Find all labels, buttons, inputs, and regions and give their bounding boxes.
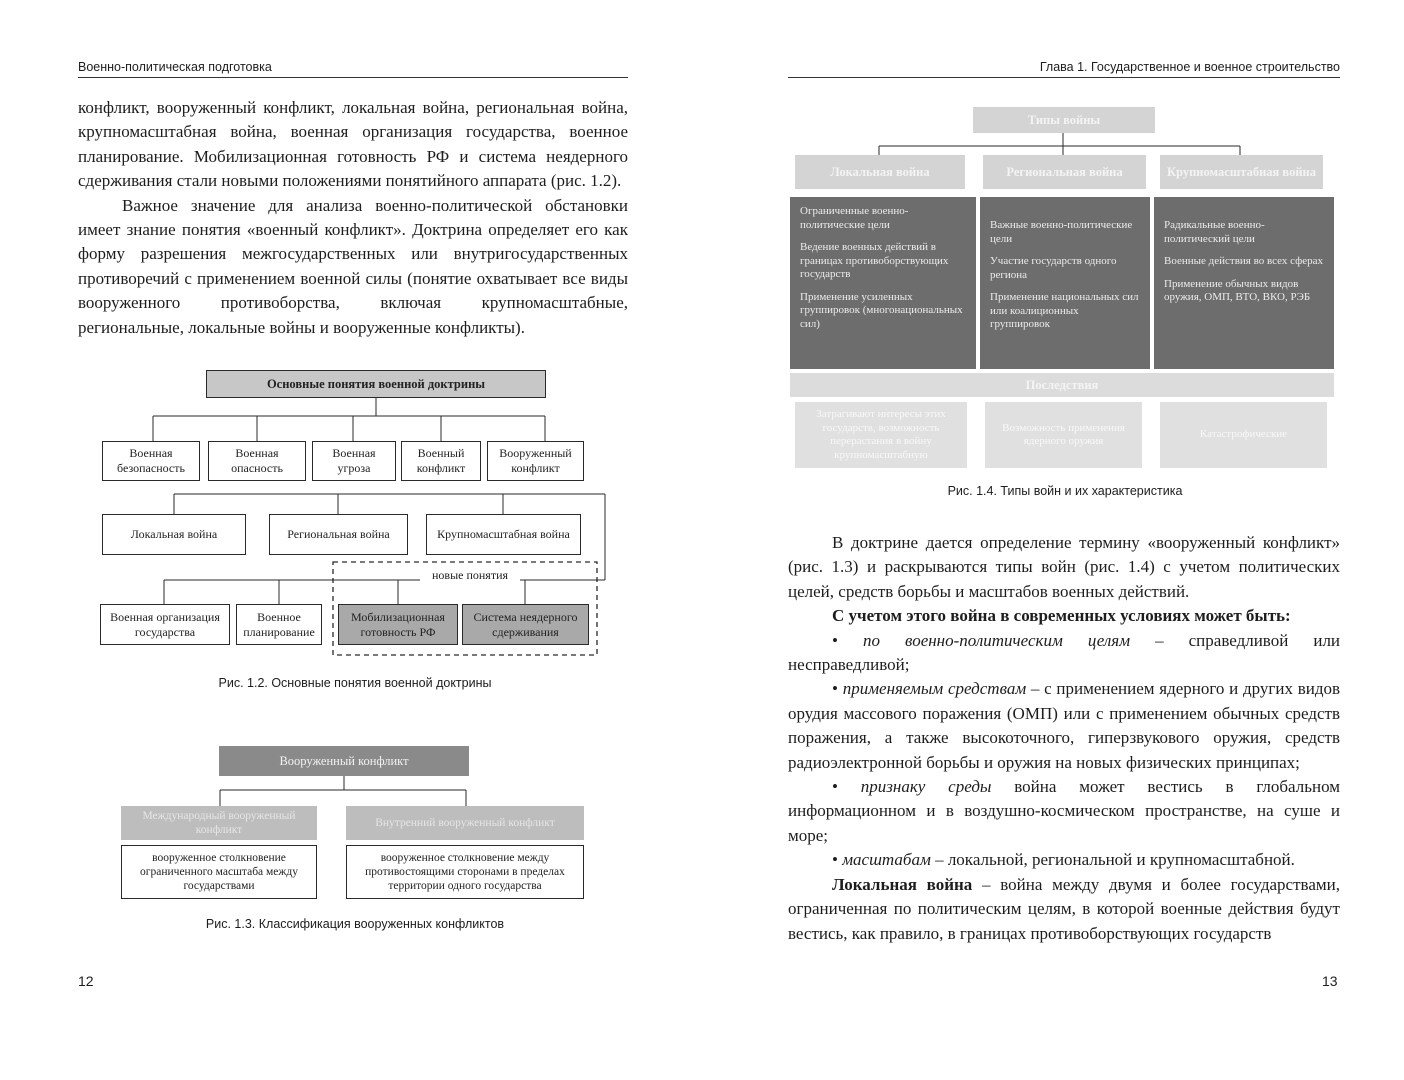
fig14-consequence-regional: Возможность применения ядерного оружия <box>985 402 1142 468</box>
fig14-war-types: Типы войны <box>973 107 1155 133</box>
bullet-4-text: – локальной, региональной и крупномасштабной. <box>930 850 1295 870</box>
fig14-regional-forces: Применение национальных сил или коалиционных группировок <box>990 291 1139 330</box>
right-lead-sentence: С учетом этого война в современных условиях может быть: <box>832 606 1291 626</box>
fig14-consequence-large-scale: Катастрофические <box>1160 402 1327 468</box>
local-war-term: Локальная война <box>832 874 973 894</box>
fig14-caption: Рис. 1.4. Типы войн и их характеристика <box>947 484 1183 498</box>
fig14-local-forces: Применение усиленных группировок (многонациональных сил) <box>800 290 963 330</box>
fig12-concept-military-organization: Военная организация государства <box>100 604 230 645</box>
fig13-internal-conflict: Внутренний вооруженный конфликт <box>346 806 584 840</box>
fig14-large-weapons: Применение обычных видов оружия, ОМП, ВТО, ВКО, РЭБ <box>1164 277 1311 303</box>
fig12-title: Основные понятия военной доктрины <box>206 370 546 398</box>
fig12-caption: Рис. 1.2. Основные понятия военной доктрины <box>218 676 492 690</box>
right-page-number: 13 <box>1322 973 1338 989</box>
right-running-head: Глава 1. Государственное и военное строительство <box>1039 60 1340 74</box>
fig14-col-local <box>790 197 976 369</box>
fig14-local-area: Ведение военных действий в границах противоборствующих государств <box>800 241 949 280</box>
fig12-concept-regional-war: Региональная война <box>269 514 408 555</box>
fig14-head-regional-war: Региональная война <box>983 155 1146 189</box>
fig14-large-spheres: Военные действия во всех сферах <box>1164 255 1324 267</box>
fig14-regional-goals: Важные военно-политические цели <box>990 219 1133 245</box>
bullet-4-key: масштабам <box>842 850 931 870</box>
left-paragraph-2: Важное значение для анализа военно-политической обстановки имеет знание понятия «военный конфликт». Доктрина определяет его как форму разрешения межгосударственных или внутригосударственных противоречий с применением военной силы (понятие охватывает все виды вооруженного противоборства, включая крупномасштабные, региональные, локальные войны и вооруженные конфликты). <box>78 195 628 337</box>
bullet-3-text: война может вестись в глобальном информационном и в воздушно-космическом пространстве, на суше и море; <box>788 777 1341 845</box>
local-war-definition-text: – война между двумя и более государствами, ограниченная по политическим целям, в которой военные действия будут вестись, как правило, в границах противоборствующих государств <box>788 874 1340 943</box>
fig13-armed-conflict: Вооруженный конфликт <box>219 746 469 776</box>
right-bullet-4: • масштабам – локальной, региональной и крупномасштабной. <box>832 850 1295 870</box>
fig13-caption: Рис. 1.3. Классификация вооруженных конфликтов <box>205 917 505 931</box>
fig14-local-goals: Ограниченные военно-политические цели <box>800 205 909 231</box>
fig14-col-large-scale <box>1154 197 1334 369</box>
fig14-regional-participants: Участие государств одного региона <box>990 255 1117 281</box>
right-body-text <box>788 531 1340 946</box>
fig12-concept-military-conflict: Военный конфликт <box>401 441 481 481</box>
right-paragraph-1: В доктрине дается определение термину «вооруженный конфликт» (рис. 1.3) и раскрываются типы войн (рис. 1.4) с учетом политических целей, средств борьбы и масштабов военных действий. <box>788 533 1340 601</box>
left-running-head: Военно-политическая подготовка <box>78 60 272 74</box>
fig14-col-regional <box>980 197 1150 369</box>
fig12-concept-military-security: Военная безопасность <box>102 441 200 481</box>
fig14-head-local-war: Локальная война <box>795 155 965 189</box>
fig14-large-goals: Радикальные военно-политический цели <box>1164 219 1265 245</box>
fig12-new-concepts-label: новые понятия <box>420 568 520 583</box>
fig12-concept-mobilization-readiness: Мобилизационная готовность РФ <box>338 604 458 645</box>
left-paragraph-1: конфликт, вооруженный конфликт, локальная война, региональная война, крупномасштабная война, военная организация государства, военное планирование. Мобилизационная готовность РФ и система неядерного сдерживания стали новыми положениями понятийного аппарата (рис. 1.2). <box>78 98 628 191</box>
fig12-concept-military-threat: Военная угроза <box>312 441 396 481</box>
fig14-consequence-local: Затрагивают интересы этих государств, возможность перерастания в войну крупномасштабную <box>795 402 967 468</box>
fig13-international-conflict: Международный вооруженный конфликт <box>121 806 317 840</box>
bullet-1-key: по военно-политическим целям <box>863 630 1131 650</box>
fig12-concept-nonnuclear-deterrence: Система неядерного сдерживания <box>462 604 589 645</box>
fig12-concept-military-planning: Военное планирование <box>236 604 322 645</box>
bullet-1-text: – справедливой или несправедливой; <box>788 630 1341 675</box>
left-page-number: 12 <box>78 973 94 989</box>
bullet-2-text: – с применением ядерного и других видов орудия массового поражения (ОМП) или с применением обычных средств поражения, а также высокоточного, гиперзвукового оружия, средств радиоэлектронной борьбы и оружия на новых физических принципах; <box>788 679 1341 772</box>
bullet-3-key: признаку среды <box>860 777 992 797</box>
fig14-head-large-scale-war: Крупномасштабная война <box>1160 155 1323 189</box>
fig14-consequences: Последствия <box>790 373 1334 397</box>
fig12-concept-local-war: Локальная война <box>102 514 246 555</box>
right-bullet-2: • применяемым средствам – с применением ядерного и других видов орудия массового поражения (ОМП) или с применением обычных средств поражения, а также высокоточного, гиперзвукового оружия, средств радиоэлектронной борьбы и оружия на новых физических принципах; <box>788 679 1341 772</box>
fig12-concept-large-scale-war: Крупномасштабная война <box>426 514 581 555</box>
fig13-international-description: вооруженное столкновение ограниченного масштаба между государствами <box>121 845 317 899</box>
bullet-2-key: применяемым средствам <box>842 679 1027 699</box>
right-bullet-3: • признаку среды война может вестись в глобальном информационном и в воздушно-космическом пространстве, на суше и море; <box>788 777 1341 845</box>
fig12-concept-military-danger: Военная опасность <box>208 441 306 481</box>
fig12-concept-armed-conflict: Вооруженный конфликт <box>487 441 584 481</box>
right-bullet-1: • по военно-политическим целям – справедливой или несправедливой; <box>788 630 1341 675</box>
fig13-internal-description: вооруженное столкновение между противостоящими сторонами в пределах территории одного государства <box>346 845 584 899</box>
right-local-war-definition <box>788 873 1340 946</box>
